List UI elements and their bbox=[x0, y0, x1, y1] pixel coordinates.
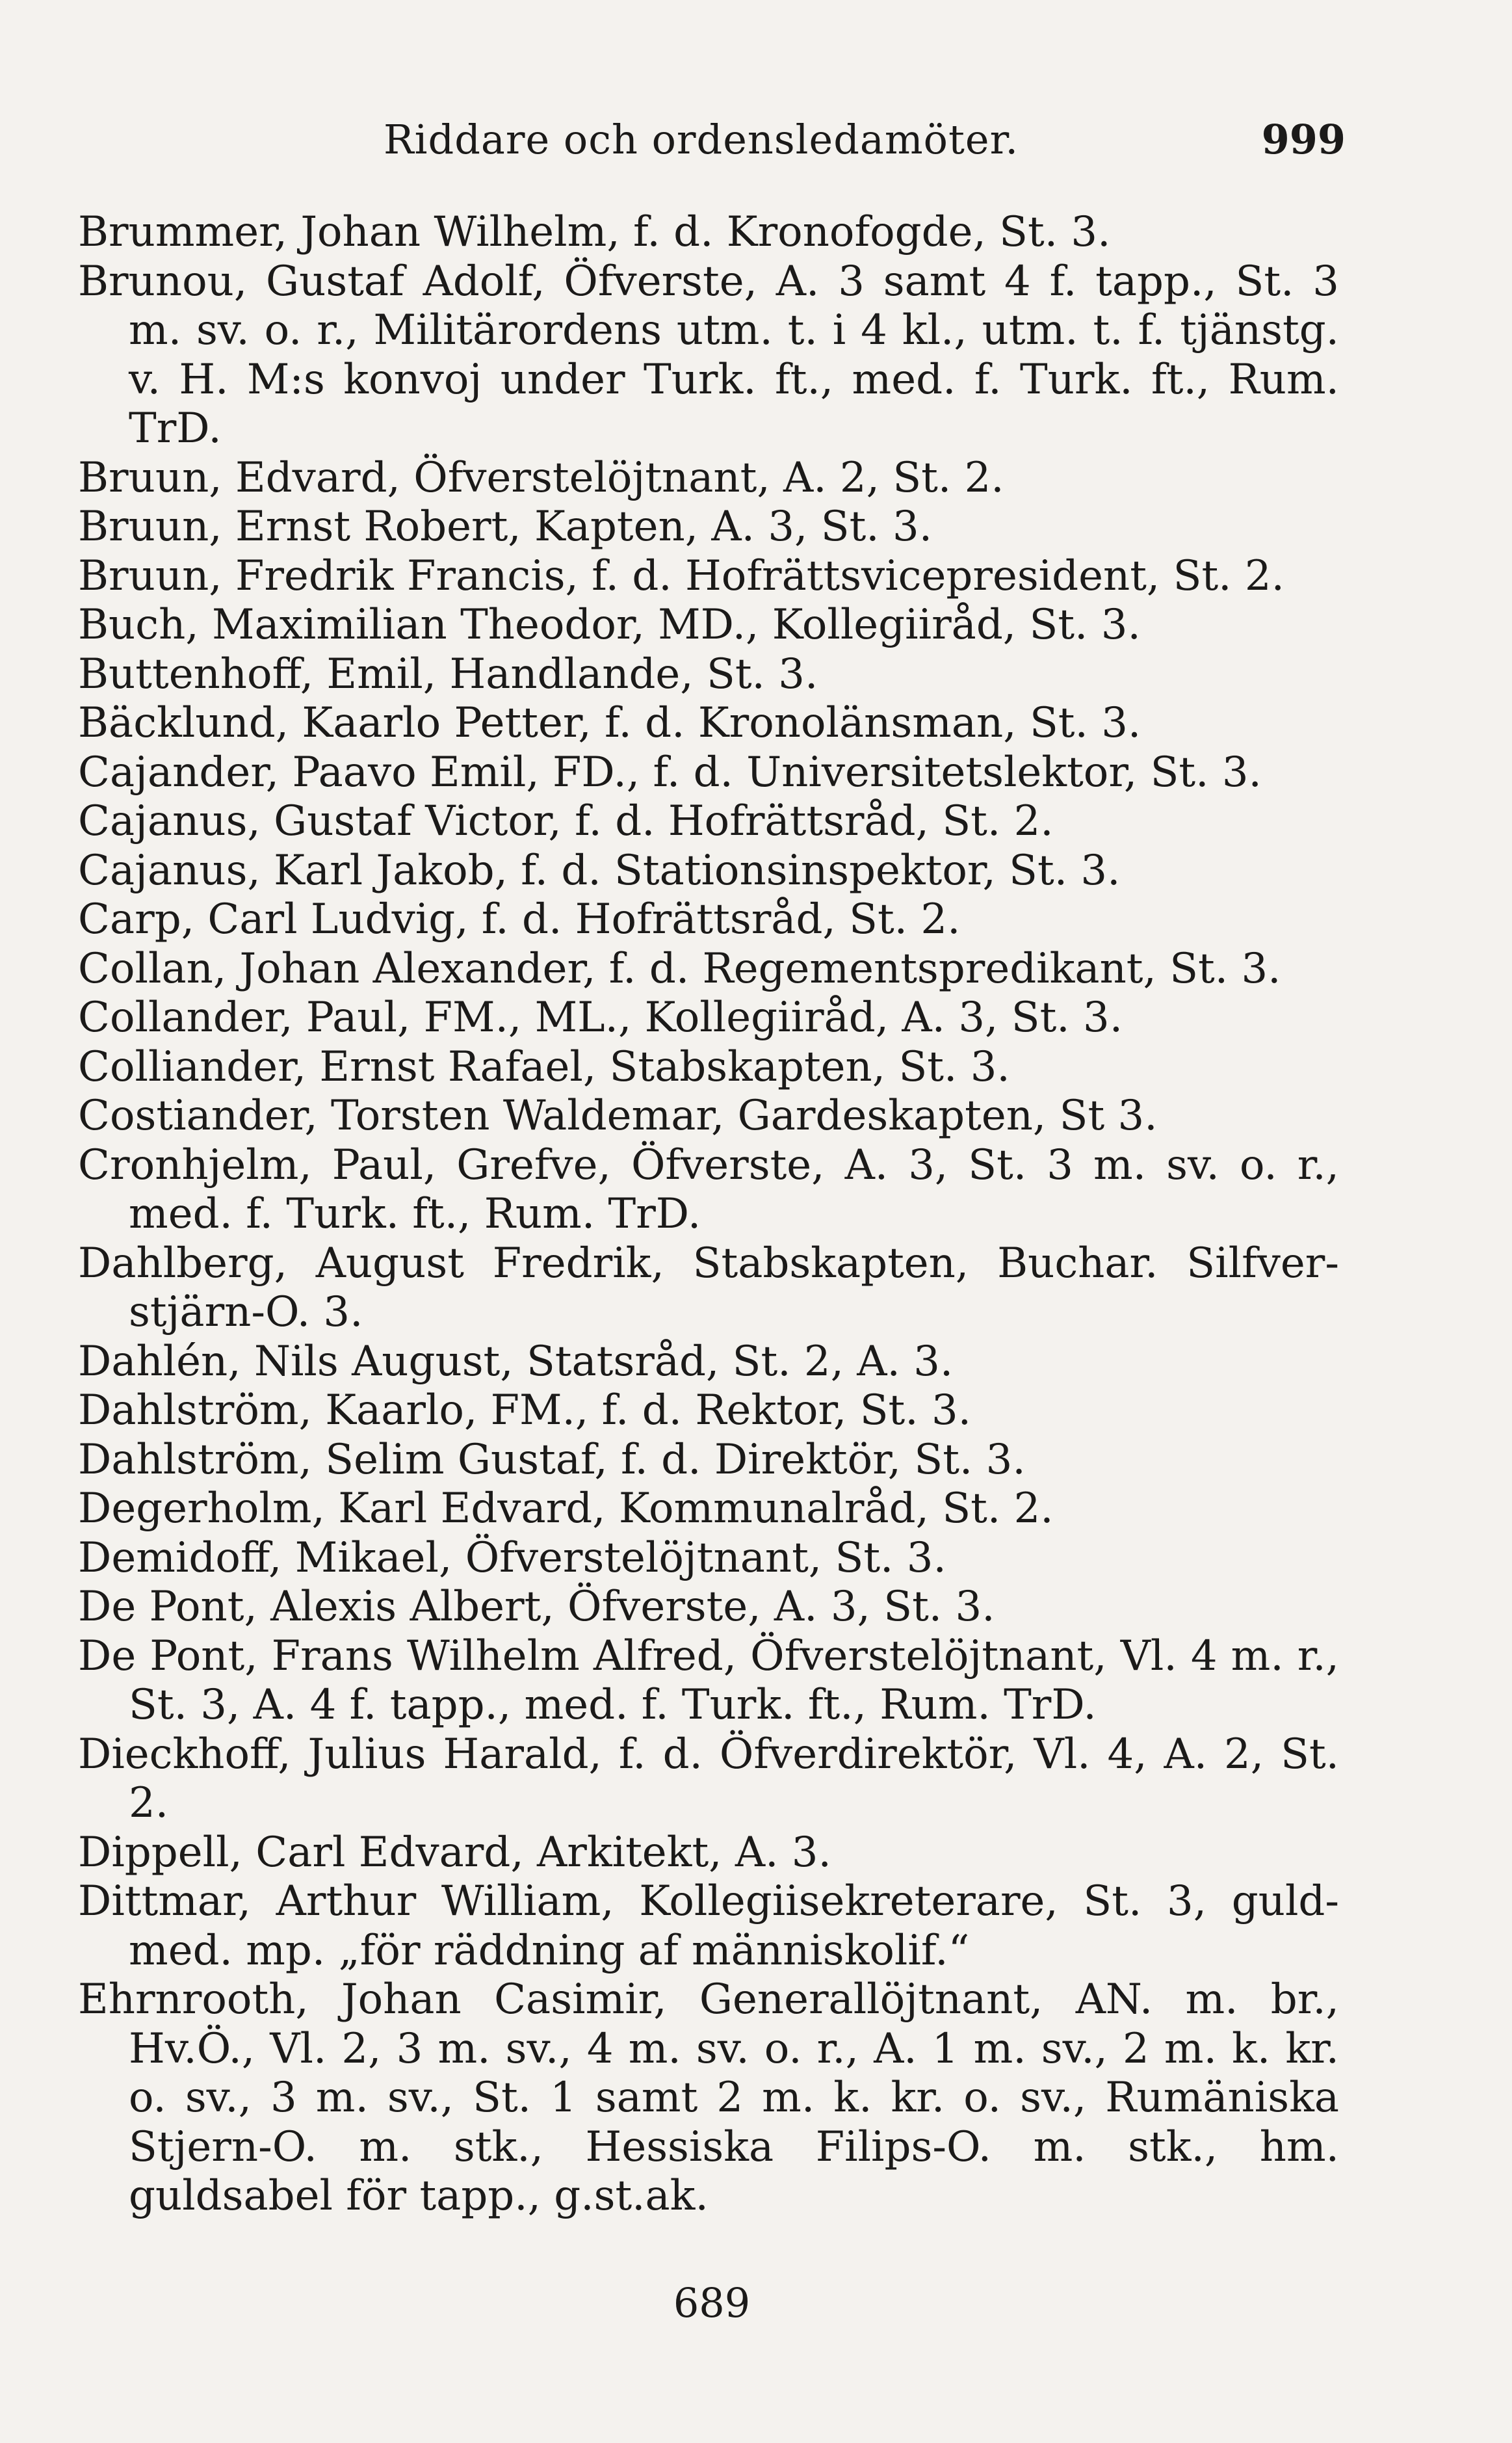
entry-list bbox=[78, 208, 1339, 2221]
list-item: Brummer, Johan Wilhelm, f. d. Kronofogde, St. 3. bbox=[78, 208, 1111, 256]
list-item: Dahlström, Kaarlo, FM., f. d. Rektor, St. 3. bbox=[78, 1386, 971, 1434]
running-header bbox=[384, 116, 1346, 181]
list-item: Colliander, Ernst Rafael, Stabskapten, St. 3. bbox=[78, 1042, 1010, 1091]
list-item: Cajander, Paavo Emil, FD., f. d. Universitetslektor, St. 3. bbox=[78, 748, 1262, 797]
list-item: Dahlström, Selim Gustaf, f. d. Direktör, St. 3. bbox=[78, 1435, 1026, 1484]
list-item: Buch, Maximilian Theodor, MD., Kollegiiråd, St. 3. bbox=[78, 601, 1141, 649]
running-title: Riddare och ordensledamöter. bbox=[384, 116, 1019, 163]
list-item: Demidoff, Mikael, Öfverstelöjtnant, St. 3. bbox=[78, 1533, 946, 1582]
list-item: Dahlén, Nils August, Statsråd, St. 2, A. 3. bbox=[78, 1337, 954, 1386]
header-page-number: 999 bbox=[1261, 116, 1346, 163]
list-item: De Pont, Frans Wilhelm Alfred, Öfverstelöjtnant, Vl. 4 m. r., St. 3, A. 4 f. tapp., med. f. Turk. ft., Rum. TrD. bbox=[78, 1631, 1339, 1729]
list-item: Cajanus, Gustaf Victor, f. d. Hofrättsråd, St. 2. bbox=[78, 797, 1054, 845]
list-item: Bruun, Edvard, Öfverstelöjtnant, A. 2, St. 2. bbox=[78, 453, 1004, 502]
list-item: Degerholm, Karl Edvard, Kommunalråd, St. 2. bbox=[78, 1485, 1054, 1533]
list-item: Collander, Paul, FM., ML., Kollegiiråd, A. 3, St. 3. bbox=[78, 994, 1123, 1042]
list-item: Cajanus, Karl Jakob, f. d. Stationsinspektor, St. 3. bbox=[78, 846, 1121, 895]
list-item: Ehrnrooth, Johan Casimir, Generallöjtnant, AN. m. br., Hv.Ö., Vl. 2, 3 m. sv., 4 m. sv. o. r., A. 1 m. sv., 2 m. k. kr. o. sv., 3 m. sv., St. 1 samt 2 m. k. kr. o. sv., Rumäniska Stjern-O. m. stk., Hessiska Filips-O. m. stk., hm. guldsabel för tapp., g.st.ak. bbox=[78, 1975, 1339, 2220]
list-item: Costiander, Torsten Waldemar, Gardeskapten, St 3. bbox=[78, 1092, 1158, 1140]
list-item: Collan, Johan Alexander, f. d. Regementspredikant, St. 3. bbox=[78, 944, 1281, 993]
footer-page-number: 689 bbox=[673, 2279, 751, 2327]
list-item: Carp, Carl Ludvig, f. d. Hofrättsråd, St. 2. bbox=[78, 895, 961, 944]
list-item: Buttenhoff, Emil, Handlande, St. 3. bbox=[78, 650, 818, 698]
list-item: Cronhjelm, Paul, Grefve, Öfverste, A. 3, St. 3 m. sv. o. r., med. f. Turk. ft., Rum. TrD. bbox=[78, 1141, 1339, 1238]
list-item: Dieckhoff, Julius Harald, f. d. Öfverdirektör, Vl. 4, A. 2, St. 2. bbox=[78, 1730, 1339, 1827]
list-item: Dahlberg, August Fredrik, Stabskapten, Buchar. Silfver-stjärn-O. 3. bbox=[78, 1239, 1339, 1336]
list-item: Bäcklund, Kaarlo Petter, f. d. Kronolänsman, St. 3. bbox=[78, 699, 1141, 747]
list-item: Dittmar, Arthur William, Kollegiisekreterare, St. 3, guld-med. mp. „för räddning af människolif.“ bbox=[78, 1877, 1339, 1975]
list-item: Brunou, Gustaf Adolf, Öfverste, A. 3 samt 4 f. tapp., St. 3 m. sv. o. r., Militärordens utm. t. i 4 kl., utm. t. f. tjänstg. v. H. M:s konvoj under Turk. ft., med. f. Turk. ft., Rum. TrD. bbox=[78, 257, 1339, 453]
list-item: De Pont, Alexis Albert, Öfverste, A. 3, St. 3. bbox=[78, 1583, 995, 1631]
list-item: Dippell, Carl Edvard, Arkitekt, A. 3. bbox=[78, 1828, 831, 1877]
list-item: Bruun, Fredrik Francis, f. d. Hofrättsvicepresident, St. 2. bbox=[78, 551, 1284, 600]
list-item: Bruun, Ernst Robert, Kapten, A. 3, St. 3. bbox=[78, 503, 933, 551]
